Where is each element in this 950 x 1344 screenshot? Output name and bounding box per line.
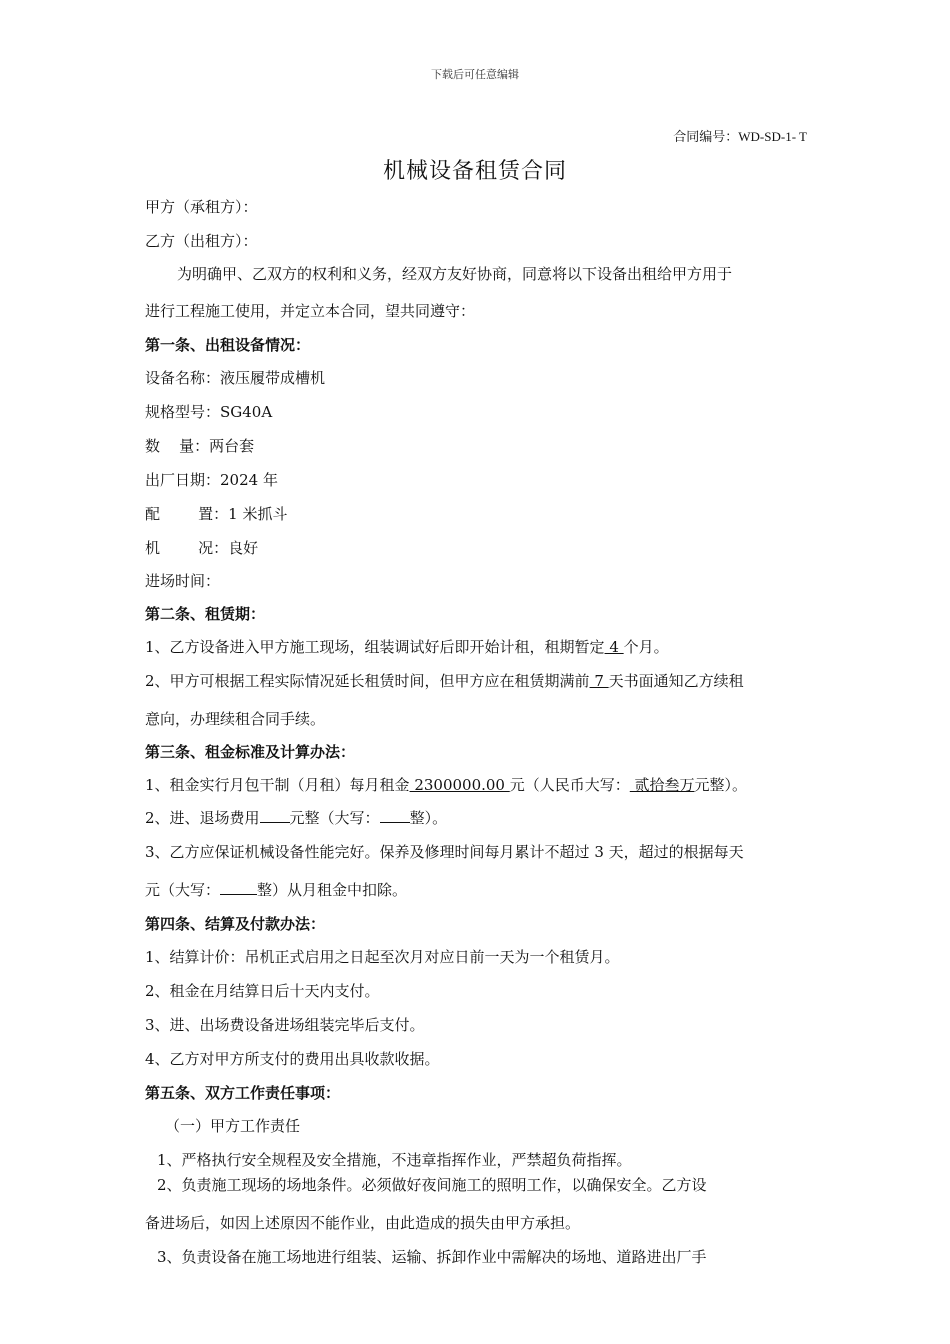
party-a-duty-2-cont: 备进场后，如因上述原因不能作业，由此造成的损失由甲方承担。 — [145, 1214, 581, 1232]
deduction-words-label: 元（大写： — [145, 881, 221, 899]
rent-amount-words: 贰拾叁万 — [629, 776, 695, 794]
document-title: 机械设备租赁合同 — [382, 159, 567, 184]
settlement-clause-2: 2、租金在月结算日后十天内支付。 — [145, 982, 380, 1000]
renewal-notice-suffix: 天书面通知乙方续租 — [608, 672, 744, 690]
rent-clause-2 — [145, 807, 447, 828]
settlement-clause-1: 1、结算计价：吊机正式启用之日起至次月对应日前一天为一个租赁月。 — [145, 948, 620, 966]
lease-term-clause-1 — [145, 636, 669, 657]
entry-exit-fee-words-blank — [380, 808, 410, 823]
download-note: 下载后可任意编辑 — [431, 68, 519, 81]
party-a-duties-subheading: （一）甲方工作责任 — [165, 1117, 301, 1135]
rent-clause-3-cont — [145, 879, 407, 900]
article-3-heading: 第三条、租金标准及计算办法： — [145, 743, 356, 761]
party-a-line: 甲方（承租方）： — [145, 198, 258, 216]
lease-term-clause-2 — [145, 670, 744, 691]
contract-number: 合同编号：WD-SD-1- T — [673, 129, 807, 144]
article-1-heading: 第一条、出租设备情况： — [145, 336, 311, 354]
rent-clause-1 — [145, 774, 747, 795]
party-a-duty-3: 3、负责设备在施工场地进行组装、运输、拆卸作业中需解决的场地、道路进出厂手 — [157, 1248, 707, 1266]
intro-paragraph-line-2: 进行工程施工使用，并定立本合同，望共同遵守： — [145, 302, 476, 320]
entry-exit-fee-words-label: 元整（大写： — [289, 809, 380, 827]
equipment-config: 配 置：1 米抓斗 — [145, 505, 288, 523]
party-a-duty-1: 1、严格执行安全规程及安全措施，不违章指挥作业，严禁超负荷指挥。 — [157, 1151, 632, 1169]
rent-text: 1、租金实行月包干制（月租）每月租金 — [145, 776, 410, 794]
party-a-duty-2: 2、负责施工现场的场地条件。必须做好夜间施工的照明工作，以确保安全。乙方设 — [157, 1176, 707, 1194]
monthly-rent-amount: 2300000.00 — [409, 776, 510, 794]
equipment-condition: 机 况：良好 — [145, 539, 259, 557]
settlement-clause-3: 3、进、出场费设备进场组装完毕后支付。 — [145, 1016, 425, 1034]
article-2-heading: 第二条、租赁期： — [145, 605, 266, 623]
entry-exit-fee-suffix: 整）。 — [409, 809, 448, 827]
entry-exit-fee-blank — [260, 808, 290, 823]
renewal-notice-text: 2、甲方可根据工程实际情况延长租赁时间，但甲方应在租赁期满前 — [145, 672, 590, 690]
equipment-model: 规格型号：SG40A — [145, 403, 273, 421]
article-4-heading: 第四条、结算及付款办法： — [145, 915, 326, 933]
equipment-quantity: 数 量：两台套 — [145, 437, 255, 455]
equipment-name: 设备名称：液压履带成槽机 — [145, 369, 326, 387]
lease-term-clause-2-cont: 意向，办理续租合同手续。 — [145, 710, 326, 728]
article-5-heading: 第五条、双方工作责任事项： — [145, 1084, 341, 1102]
rent-suffix: 元整）。 — [694, 776, 748, 794]
party-b-line: 乙方（出租方）： — [145, 232, 258, 250]
manufacture-date: 出厂日期：2024 年 — [145, 471, 278, 489]
rent-clause-3: 3、乙方应保证机械设备性能完好。保养及修理时间每月累计不超过 3 天，超过的根据每天 — [145, 843, 744, 861]
lease-term-text: 1、乙方设备进入甲方施工现场，组装调试好后即开始计租，租期暂定 — [145, 638, 605, 656]
entry-exit-fee-text: 2、进、退场费用 — [145, 809, 260, 827]
deduction-words-blank — [220, 880, 257, 895]
settlement-clause-4: 4、乙方对甲方所支付的费用出具收款收据。 — [145, 1050, 440, 1068]
intro-paragraph-line-1: 为明确甲、乙双方的权利和义务，经双方友好协商，同意将以下设备出租给甲方用于 — [177, 265, 733, 283]
rent-words-label: 元（人民币大写： — [509, 776, 630, 794]
notice-days-value: 7 — [589, 672, 609, 690]
deduction-suffix: 整）从月租金中扣除。 — [257, 881, 408, 899]
lease-months-value: 4 — [604, 638, 624, 656]
lease-term-suffix: 个月。 — [623, 638, 669, 656]
entry-time: 进场时间： — [145, 572, 221, 590]
